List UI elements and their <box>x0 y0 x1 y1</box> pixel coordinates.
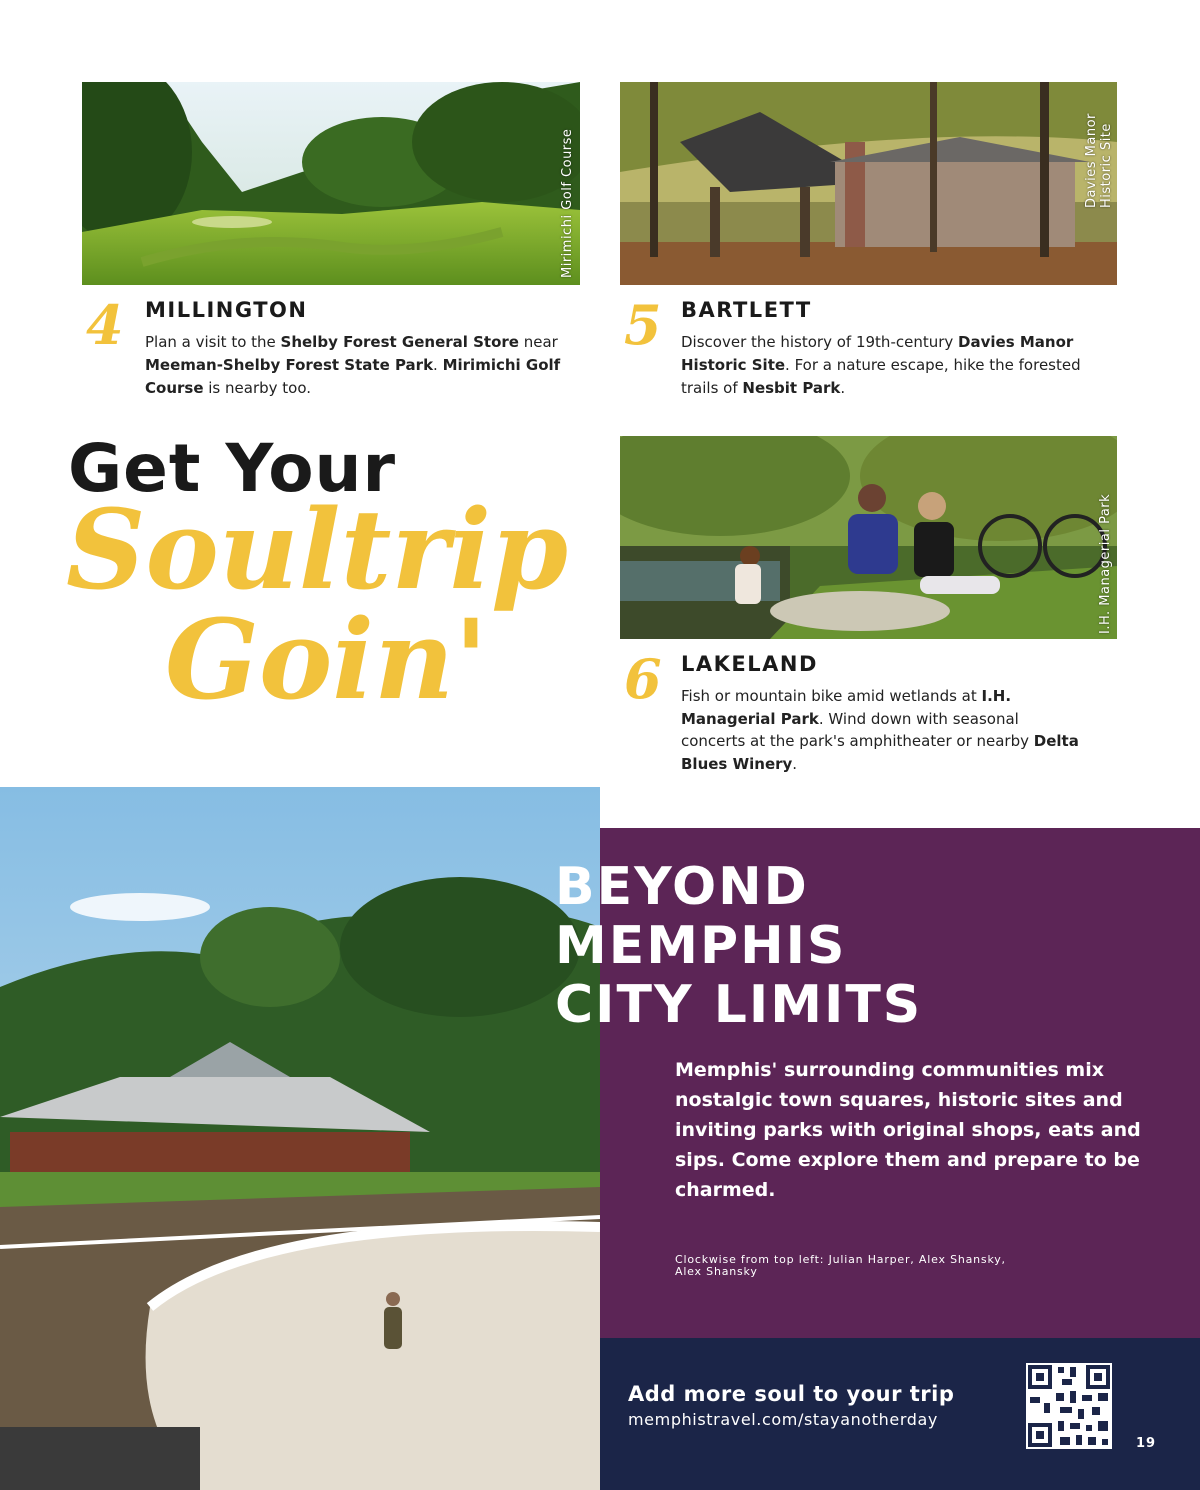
davies-credit-line1: Davies Manor <box>1084 113 1099 208</box>
davies-photo-credit <box>1084 88 1116 208</box>
place-name: Shelby Forest General Store <box>280 333 519 351</box>
managerial-photo-credit: I.H. Managerial Park <box>1098 493 1113 634</box>
feature-title-line1: BEYOND <box>555 857 809 917</box>
place-name: I.H. Managerial Park <box>681 687 1012 728</box>
place-name: Delta Blues Winery <box>681 732 1079 773</box>
golf-course-photo <box>82 82 580 285</box>
cta-title: Add more soul to your trip <box>628 1382 955 1406</box>
entry-town-bartlett: BARTLETT <box>681 298 812 322</box>
golf-photo-credit: Mirimichi Golf Course <box>560 128 575 278</box>
desc-text: . Wind down with seasonal concerts at the park's amphitheater or nearby <box>681 709 1034 750</box>
entry-town-lakeland: LAKELAND <box>681 652 818 676</box>
desc-text: Plan a visit to the <box>145 333 281 351</box>
entry-town-millington: MILLINGTON <box>145 298 308 322</box>
cta-url-link[interactable]: memphistravel.com/stayanotherday <box>628 1410 938 1429</box>
feature-intro: Memphis' surrounding communities mix nostalgic town squares, historic sites and inviting parks with original shops, eats and sips. Come explore them and prepare to be charmed. <box>675 1059 1141 1201</box>
page-number: 19 <box>1136 1436 1157 1451</box>
desc-text: Fish or mountain bike amid wetlands at <box>681 687 982 705</box>
headline-soultrip: Soultrip <box>66 485 569 614</box>
desc-text: . <box>433 356 443 374</box>
horse-show-arena-photo <box>0 787 600 1490</box>
feature-title-line2: MEMPHIS <box>555 916 847 976</box>
managerial-park-photo <box>620 436 1117 639</box>
place-name: Mirimichi Golf Course <box>145 356 561 397</box>
feature-title-line3: CITY LIMITS <box>555 975 923 1035</box>
desc-text: near <box>518 333 558 351</box>
place-name: Meeman-Shelby Forest State Park <box>145 356 434 374</box>
feature-title <box>555 858 922 1035</box>
place-name: Davies Manor Historic Site <box>681 333 1074 374</box>
entry-description-lakeland <box>681 685 1081 775</box>
desc-text: . <box>792 754 798 773</box>
entry-number-6: 6 <box>624 647 662 711</box>
entry-description-bartlett <box>681 331 1081 400</box>
desc-text: is nearby too. <box>203 379 312 397</box>
qr-code-icon[interactable] <box>1026 1363 1112 1449</box>
entry-number-4: 4 <box>86 293 124 357</box>
davies-manor-photo <box>620 82 1117 285</box>
entry-number-5: 5 <box>624 293 662 357</box>
desc-text: . For a nature escape, hike the forested trails of <box>681 356 1081 397</box>
desc-text: . <box>840 379 846 397</box>
desc-text: Discover the history of 19th-century <box>681 333 959 351</box>
entry-description-millington <box>145 331 565 400</box>
place-name: Nesbit Park <box>742 379 841 397</box>
headline-goin: Goin' <box>165 595 488 724</box>
headline-get-your: Get Your <box>68 430 397 507</box>
photo-credits: Clockwise from top left: Julian Harper, Alex Shansky, Alex Shansky <box>675 1253 1006 1278</box>
davies-credit-line2: Historic Site <box>1099 123 1114 208</box>
